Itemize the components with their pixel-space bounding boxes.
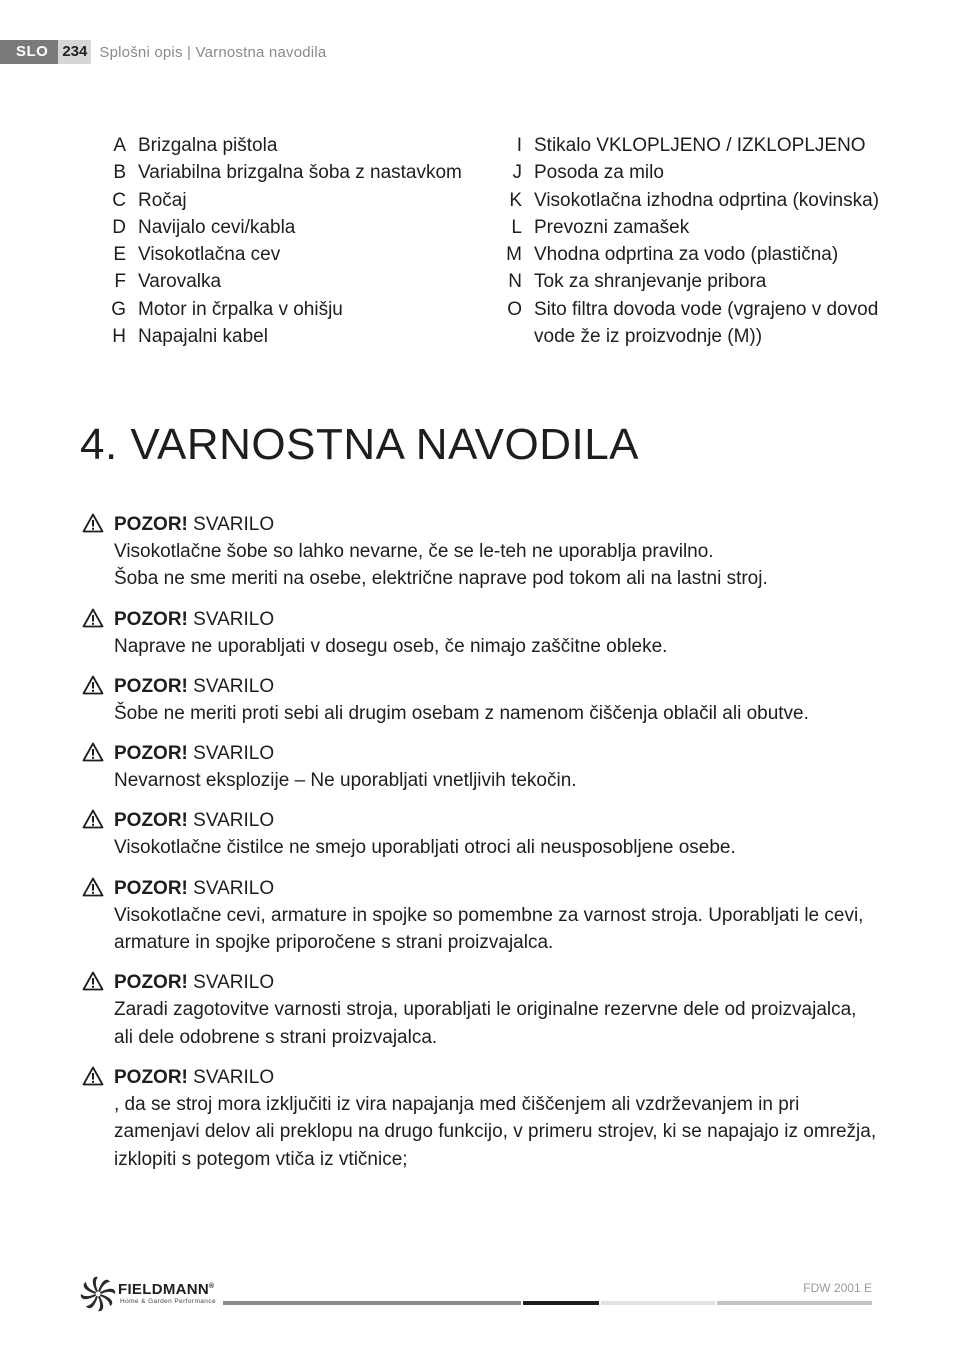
warning-item: [80, 969, 880, 1051]
warning-text: Nevarnost eksplozije – Ne uporabljati vnetljivih tekočin.: [114, 770, 577, 792]
part-name: Napajalni kabel: [138, 326, 268, 348]
section-title: Splošni opis | Varnostna navodila: [99, 43, 327, 61]
warning-text: Visokotlačne cevi, armature in spojke so pomembne za varnost stroja. Uporabljati le cevi, armature in spojke priporočene s strani proizvajalca.: [114, 904, 864, 954]
warning-item: [80, 606, 880, 660]
part-letter: O: [507, 298, 522, 320]
part-name: Varovalka: [138, 271, 222, 293]
warning-sublabel: SVARILO: [193, 810, 275, 832]
warning-heading: [114, 1064, 880, 1091]
warning-label: POZOR!: [114, 608, 188, 630]
warning-item: [80, 807, 880, 861]
warning-label: POZOR!: [114, 1066, 188, 1088]
warning-label: POZOR!: [114, 675, 188, 697]
warning-text: Naprave ne uporabljati v dosegu oseb, če nimajo zaščitne obleke.: [114, 635, 668, 657]
part-item: [496, 268, 896, 295]
warning-heading: [114, 807, 880, 834]
warning-text: Zaradi zagotovitve varnosti stroja, uporabljati le originalne rezervne dele od proizvajalca, ali dele odobrene s strani proizvajalca.: [114, 999, 857, 1048]
model-number: FDW 2001 E: [803, 1281, 872, 1295]
part-letter: C: [112, 189, 126, 211]
part-item: [100, 323, 490, 350]
fieldmann-swirl-icon: [80, 1276, 116, 1312]
warning-heading: [114, 969, 880, 996]
page-number: 234: [58, 40, 91, 64]
warning-sublabel: SVARILO: [193, 1066, 275, 1088]
warning-sublabel: SVARILO: [193, 972, 275, 994]
brand-tagline: Home & Garden Performance: [120, 1298, 216, 1305]
part-item: [100, 159, 490, 186]
part-letter: D: [112, 216, 126, 238]
part-letter: K: [509, 189, 522, 211]
warning-text: , da se stroj mora izključiti iz vira napajanja med čiščenjem ali vzdrževanjem in pri zamenjavi delov ali preklopu na drugo funkcijo, v primeru strojev, ki se napajajo iz omrežja, izklopiti s potegom vtiča iz vtičnice;: [114, 1093, 877, 1170]
part-item: [100, 296, 490, 323]
language-badge: SLO: [0, 40, 58, 64]
warning-item: [80, 1064, 880, 1173]
warning-heading: [114, 875, 880, 902]
warning-list: [80, 511, 880, 1186]
part-letter: L: [511, 216, 522, 238]
part-name: Stikalo VKLOPLJENO / IZKLOPLJENO: [534, 135, 866, 156]
part-letter: M: [506, 244, 522, 266]
part-letter: H: [112, 326, 126, 348]
part-letter: J: [512, 162, 522, 184]
part-item: [496, 132, 896, 159]
footer-rule-light: [601, 1301, 715, 1305]
part-name: Navijalo cevi/kabla: [138, 216, 296, 238]
warning-sublabel: SVARILO: [193, 675, 275, 697]
parts-column-left: [100, 132, 490, 350]
warning-triangle-icon: [82, 742, 104, 762]
parts-column-right: [496, 132, 896, 350]
page-header: [0, 40, 326, 64]
warning-label: POZOR!: [114, 972, 188, 994]
warning-item: [80, 875, 880, 957]
brand-name: FIELDMANN®: [118, 1281, 215, 1298]
warning-label: POZOR!: [114, 877, 188, 899]
warning-triangle-icon: [82, 971, 104, 991]
part-name: Prevozni zamašek: [534, 216, 690, 238]
warning-sublabel: SVARILO: [193, 877, 275, 899]
warning-item: [80, 511, 880, 593]
page-footer: [80, 1276, 872, 1316]
part-name: Ročaj: [138, 189, 187, 211]
warning-text: Šobe ne meriti proti sebi ali drugim osebam z namenom čiščenja oblačil ali obutve.: [114, 702, 809, 724]
part-item: [496, 159, 896, 186]
part-item: [100, 241, 490, 268]
warning-heading: [114, 740, 880, 767]
part-name: Variabilna brizgalna šoba z nastavkom: [138, 162, 462, 184]
warning-triangle-icon: [82, 877, 104, 897]
warning-label: POZOR!: [114, 810, 188, 832]
warning-text: Visokotlačne šobe so lahko nevarne, če se le-teh ne uporablja pravilno. Šoba ne sme meriti na osebe, električne naprave pod tokom ali na lastni stroj.: [114, 541, 768, 590]
part-item: [100, 214, 490, 241]
part-item: [496, 187, 896, 214]
part-letter: A: [113, 135, 126, 156]
part-name: Posoda za milo: [534, 162, 664, 184]
section-heading: 4. VARNOSTNA NAVODILA: [80, 420, 640, 469]
part-name: Motor in črpalka v ohišju: [138, 298, 343, 320]
warning-sublabel: SVARILO: [193, 608, 275, 630]
warning-item: [80, 673, 880, 727]
warning-triangle-icon: [82, 513, 104, 533]
part-name: Visokotlačna izhodna odprtina (kovinska): [534, 189, 880, 211]
part-item: [100, 268, 490, 295]
part-name: Sito filtra dovoda vode (vgrajeno v dovod vode že iz proizvodnje (M)): [534, 298, 879, 348]
part-item: [496, 241, 896, 268]
part-letter: F: [114, 271, 126, 293]
part-name: Visokotlačna cev: [138, 244, 281, 266]
footer-rule-accent: [523, 1301, 599, 1305]
part-letter: B: [113, 162, 126, 184]
warning-heading: [114, 606, 880, 633]
warning-triangle-icon: [82, 1066, 104, 1086]
part-letter: G: [111, 298, 126, 320]
warning-text: Visokotlačne čistilce ne smejo uporabljati otroci ali neusposobljene osebe.: [114, 837, 736, 859]
part-name: Brizgalna pištola: [138, 135, 278, 156]
part-letter: E: [113, 244, 126, 266]
warning-triangle-icon: [82, 675, 104, 695]
part-name: Vhodna odprtina za vodo (plastična): [534, 244, 839, 266]
warning-triangle-icon: [82, 608, 104, 628]
warning-label: POZOR!: [114, 743, 188, 765]
warning-sublabel: SVARILO: [193, 514, 275, 535]
part-letter: I: [516, 135, 522, 156]
brand-logo: [80, 1276, 225, 1312]
warning-item: [80, 740, 880, 794]
warning-sublabel: SVARILO: [193, 743, 275, 765]
part-item: [100, 132, 490, 159]
warning-label: POZOR!: [114, 514, 188, 535]
part-name: Tok za shranjevanje pribora: [534, 271, 767, 293]
warning-heading: [114, 673, 880, 700]
part-item: [496, 214, 896, 241]
part-letter: N: [508, 271, 522, 293]
warning-triangle-icon: [82, 809, 104, 829]
part-item: [100, 187, 490, 214]
part-item: [496, 296, 896, 351]
footer-rule-dark: [223, 1301, 521, 1305]
warning-heading: [114, 511, 880, 538]
footer-rule-mid: [717, 1301, 872, 1305]
